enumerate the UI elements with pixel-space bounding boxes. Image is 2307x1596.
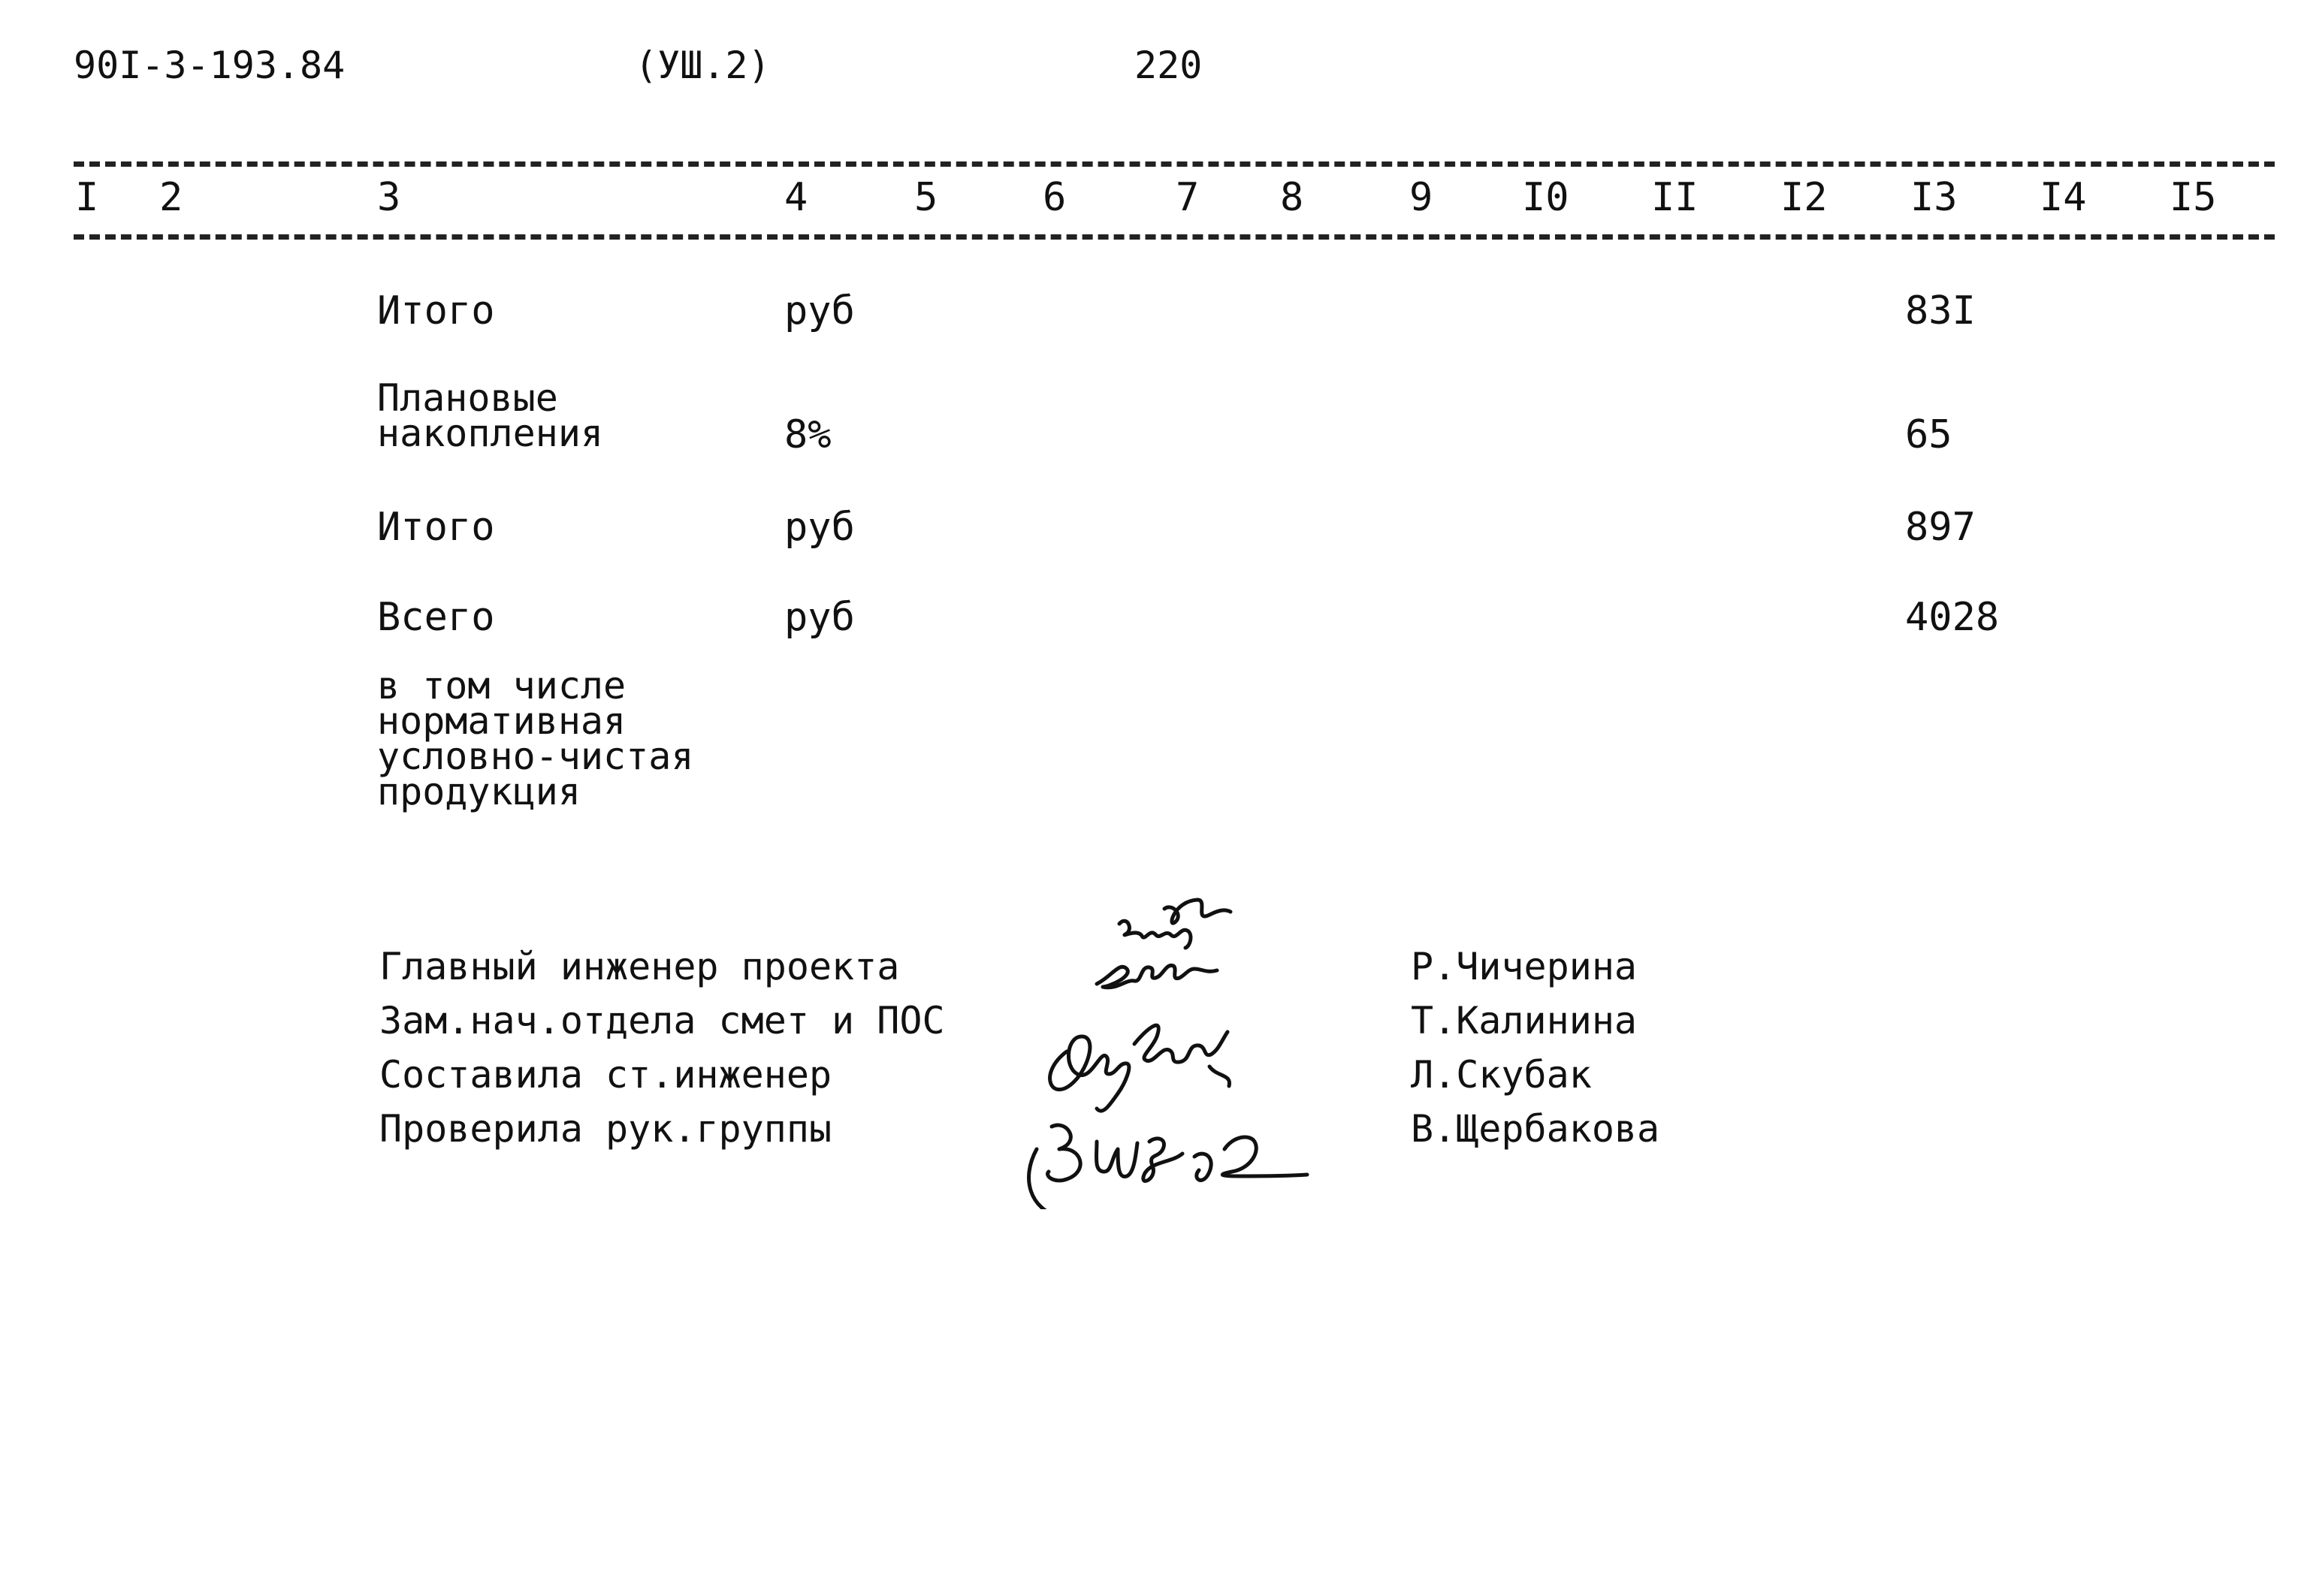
column-number-13: I3 [1910, 175, 1958, 220]
column-number-9: 9 [1409, 175, 1433, 220]
signatory-role: Составила ст.инженер [379, 1053, 832, 1097]
row-label: Всего [377, 595, 495, 640]
signature-1 [1119, 900, 1231, 948]
row-unit: руб [784, 288, 855, 333]
row-value: 4028 [1905, 595, 2000, 640]
column-number-1: I [75, 175, 99, 220]
row-label: Плановые накопления [377, 376, 604, 455]
column-number-8: 8 [1280, 175, 1304, 220]
signature-3 [1050, 1025, 1230, 1111]
signature-2 [1097, 965, 1217, 987]
column-number-15: I5 [2170, 175, 2217, 220]
row-label: Итого [377, 288, 495, 333]
section-code: (УШ.2) [635, 44, 771, 87]
bottom-dashed-rule [74, 234, 2275, 240]
row-value: 83I [1905, 288, 1976, 333]
page-number: 220 [1134, 44, 1203, 87]
handwritten-signatures [1007, 894, 1367, 1209]
row-label: Итого [377, 505, 495, 550]
row-unit: руб [784, 505, 855, 550]
row-unit: руб [784, 595, 855, 640]
signature-4 [1029, 1125, 1307, 1209]
column-number-3: 3 [377, 175, 401, 220]
row-value: 65 [1905, 412, 1952, 457]
column-number-10: I0 [1522, 175, 1569, 220]
column-number-6: 6 [1043, 175, 1067, 220]
signatory-name: Т.Калинина [1411, 999, 1638, 1042]
signatory-name: Р.Чичерина [1411, 945, 1638, 988]
row-unit: 8% [784, 412, 832, 457]
column-number-11: II [1651, 175, 1699, 220]
row-value: 897 [1905, 505, 1976, 550]
column-number-7: 7 [1176, 175, 1200, 220]
document-code: 90I-3-193.84 [74, 44, 346, 87]
column-number-2: 2 [159, 175, 183, 220]
top-dashed-rule [74, 161, 2275, 167]
signatory-role: Главный инженер проекта [379, 945, 900, 988]
signatory-role: Зам.нач.отдела смет и ПОС [379, 999, 945, 1042]
signatory-role: Проверила рук.группы [379, 1107, 832, 1151]
signatory-name: В.Щербакова [1411, 1107, 1660, 1151]
column-number-12: I2 [1780, 175, 1828, 220]
row-label: в том числе нормативная условно-чистая продукция [377, 664, 694, 813]
signatory-name: Л.Скубак [1411, 1053, 1592, 1097]
column-number-4: 4 [784, 175, 808, 220]
column-number-5: 5 [914, 175, 938, 220]
column-number-14: I4 [2040, 175, 2087, 220]
